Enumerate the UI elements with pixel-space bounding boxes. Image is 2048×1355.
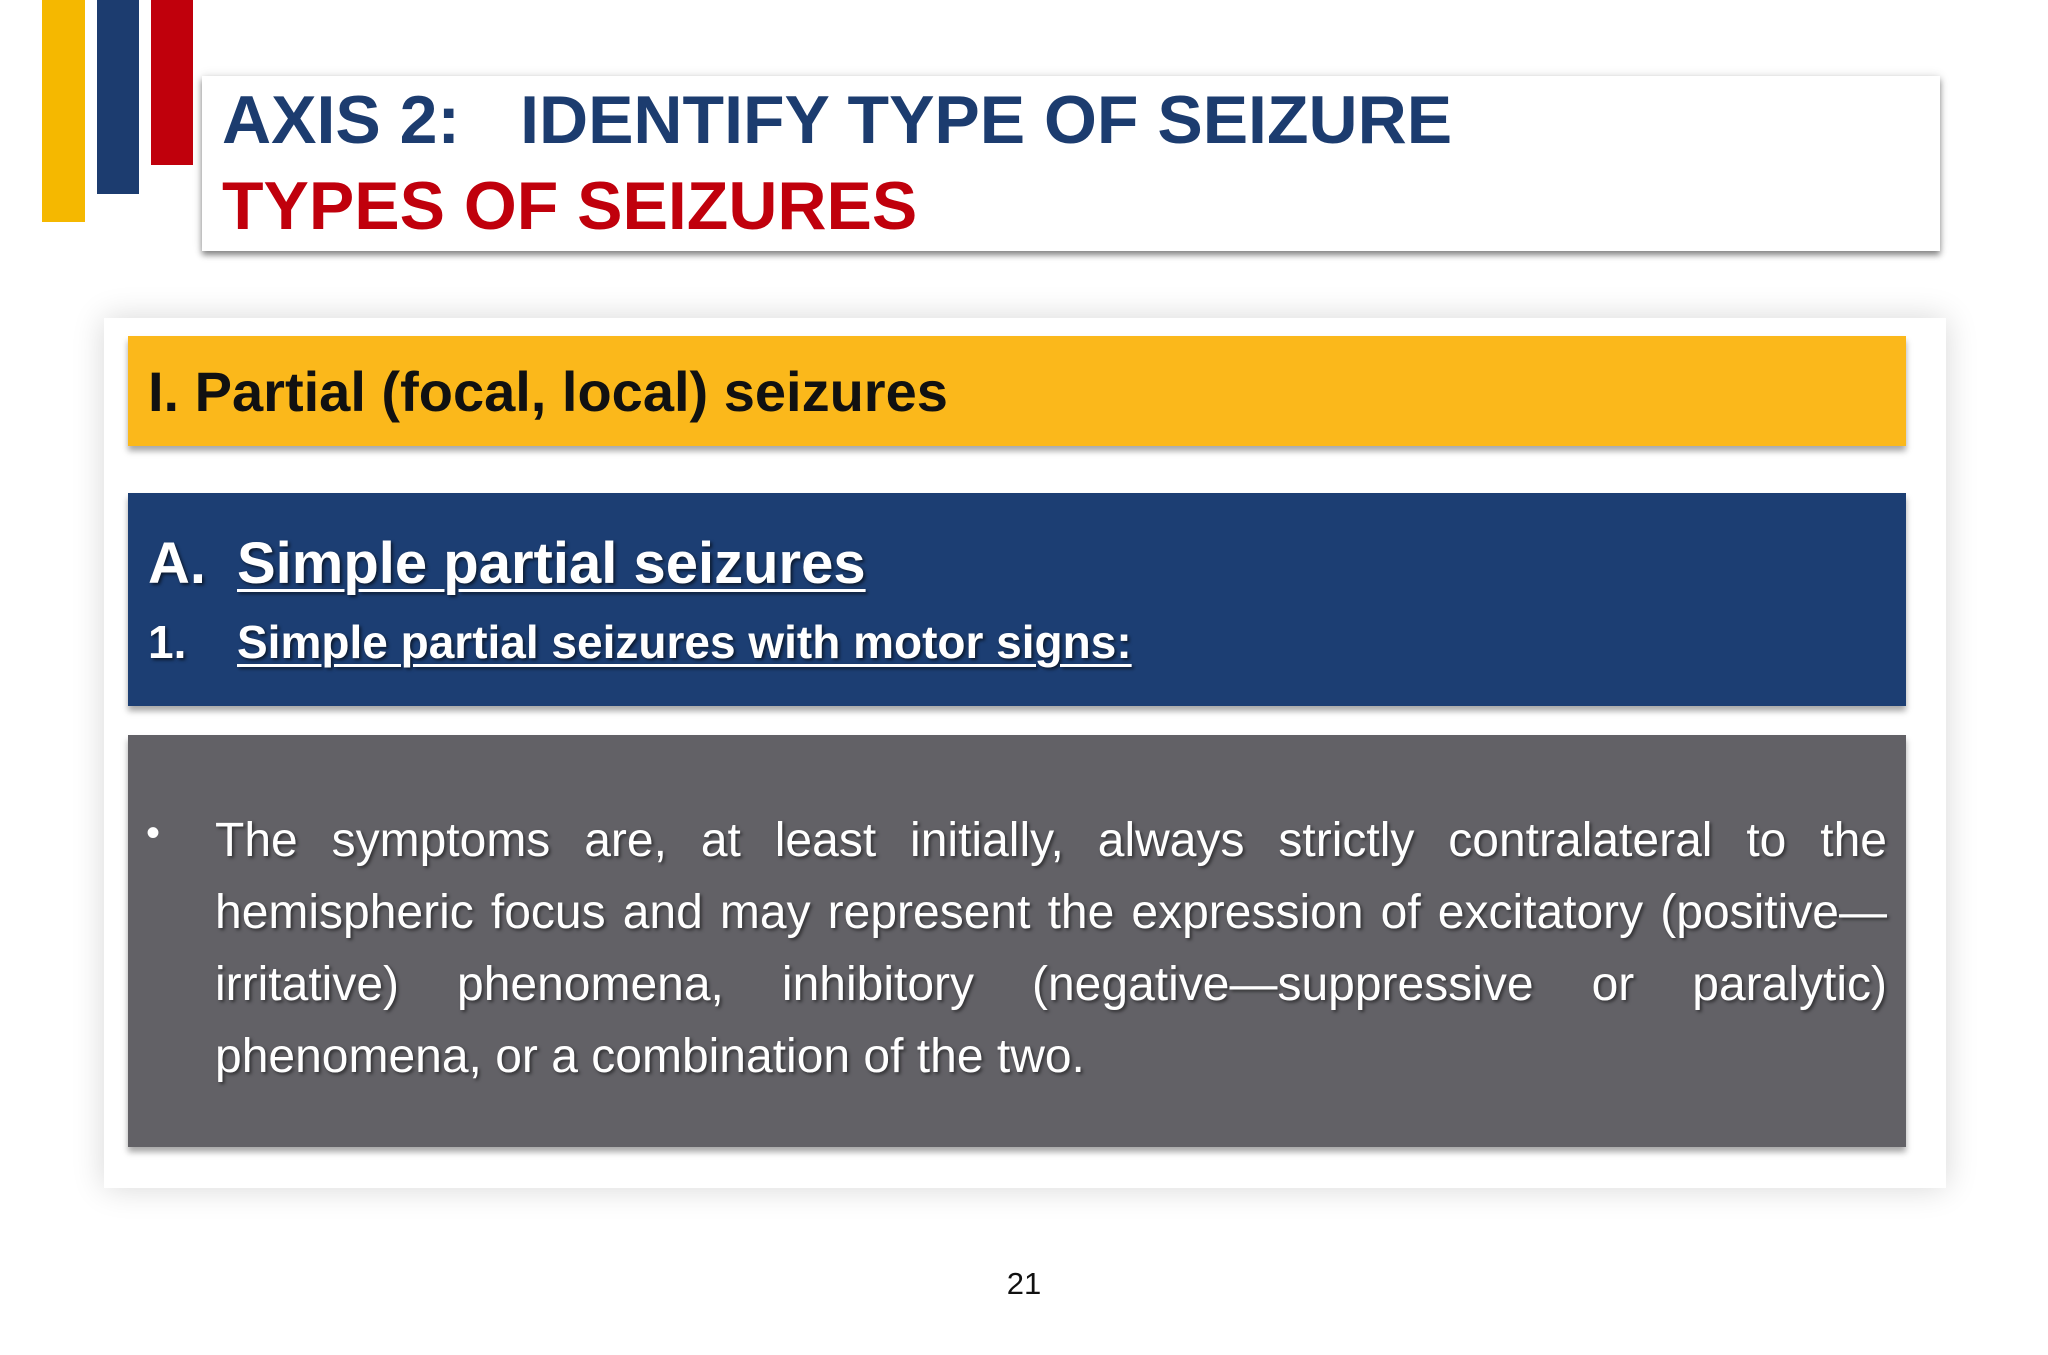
subsection-marker: A. [148, 531, 206, 596]
decorative-bar-yellow [42, 0, 85, 222]
bullet-text: The symptoms are, at least initially, always strictly contralateral to the hemispheric focus and may represent the expression of excitatory (positive—irritative) phenomena, inhibitory (negative—suppressive or paralytic) phenomena, or a combination of the two. [215, 814, 1887, 1083]
decorative-bar-blue [97, 0, 139, 194]
page-number: 21 [1006, 1266, 1042, 1301]
item-heading [148, 616, 1132, 668]
description-band [128, 735, 1906, 1147]
section-heading: I. Partial (focal, local) seizures [148, 360, 948, 423]
slide-subtitle: TYPES OF SEIZURES [222, 168, 918, 244]
item-marker: 1. [148, 616, 187, 668]
decorative-bar-red [151, 0, 193, 165]
subsection-label: Simple partial seizures [237, 531, 866, 596]
subsection-heading [148, 531, 866, 596]
item-label: Simple partial seizures with motor signs: [237, 616, 1132, 668]
slide-title [222, 82, 1453, 158]
bullet-point: • [146, 811, 161, 855]
subsection-band [128, 493, 1906, 706]
title-axis-name: IDENTIFY TYPE OF SEIZURE [520, 82, 1453, 158]
section-heading-band [128, 336, 1906, 446]
title-box [202, 76, 1940, 251]
title-axis-label: AXIS 2: [222, 82, 461, 158]
